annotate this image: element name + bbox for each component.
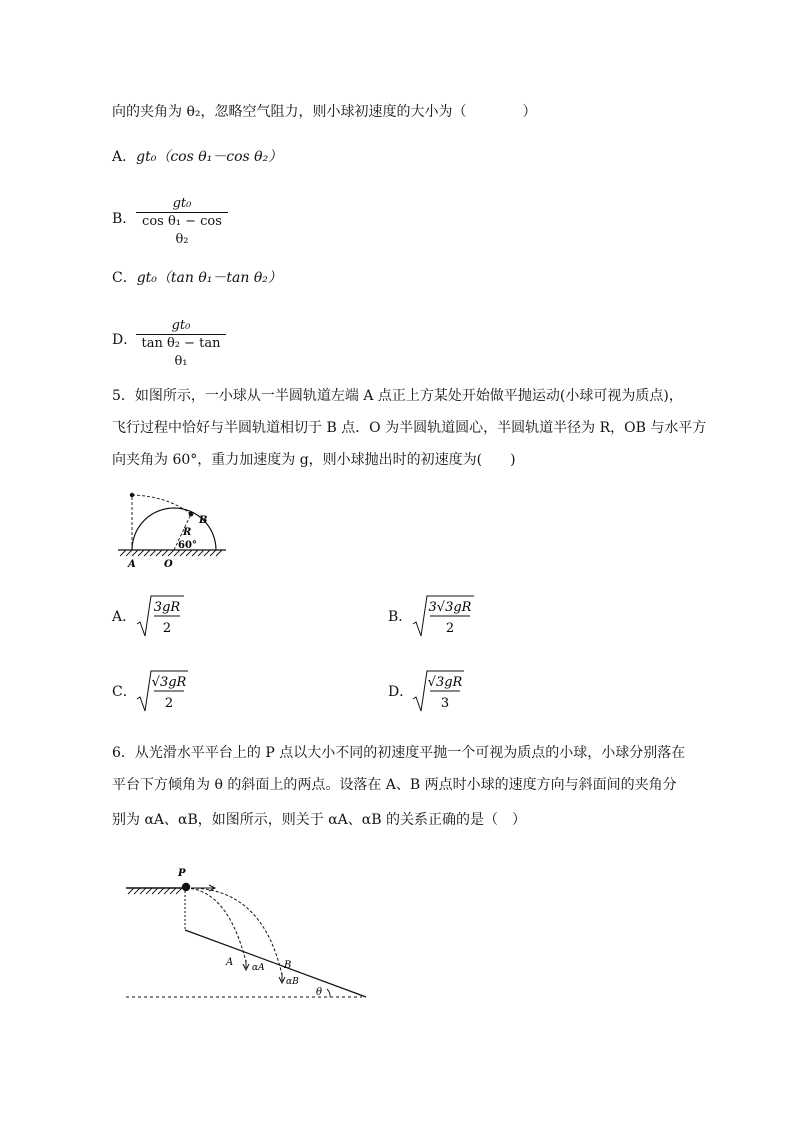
q5-c-den: 2 <box>164 696 174 711</box>
label-p: P <box>178 868 186 879</box>
q5-line-2: 飞行过程中恰好与半圆轨道相切于 B 点．O 为半圆轨道圆心，半圆轨道半径为 R，OB 与水平方 <box>112 420 707 436</box>
q5-semicircle-figure <box>112 486 232 570</box>
q5-d-num: √3gR <box>427 675 463 690</box>
q4-tail-line: 向的夹角为 θ₂，忽略空气阻力，则小球初速度的大小为（ ） <box>112 104 537 120</box>
q5-option-c-radical <box>136 669 190 713</box>
label-alpha-b: αB <box>286 977 299 987</box>
q5-option-a-label: A． <box>112 609 137 625</box>
q5-a-num: 3gR <box>153 600 181 615</box>
label-theta: θ <box>316 987 323 998</box>
q5-b-den: 2 <box>445 621 455 636</box>
q6-line-3: 别为 αA、αB，如图所示，则关于 αA、αB 的关系正确的是（ ） <box>112 812 526 828</box>
q4-option-b-label: B． <box>112 211 137 227</box>
q5-line-3: 向夹角为 60°，重力加速度为 g，则小球抛出时的初速度为( ) <box>112 452 516 468</box>
q6-slope-figure <box>120 864 380 1004</box>
q5-b-num: 3√3gR <box>428 600 472 615</box>
q5-option-b-label: B． <box>388 609 413 625</box>
q5-option-d-label: D． <box>388 684 414 700</box>
trajectory-dashed <box>132 495 191 514</box>
q6-line-1: 6．从光滑水平平台上的 P 点以大小不同的初速度平抛一个可视为质点的小球，小球分别落在 <box>112 745 686 761</box>
theta-arc <box>327 989 330 997</box>
q5-d-den: 3 <box>440 696 450 711</box>
q5-option-b-radical <box>412 594 476 638</box>
q6-line-2: 平台下方倾角为 θ 的斜面上的两点。设落在 A、B 两点时小球的速度方向与斜面间的夹角分 <box>112 777 677 793</box>
q5-option-a-radical <box>136 594 186 638</box>
label-b: B <box>284 960 292 971</box>
platform-hatching <box>128 888 182 894</box>
q5-option-d-radical <box>412 669 466 713</box>
ball-p <box>182 883 190 891</box>
ground-hatching <box>120 550 222 556</box>
ball-start <box>130 493 134 497</box>
label-alpha-a: αA <box>252 963 265 973</box>
label-60: 60° <box>178 540 197 551</box>
q4-option-d-fraction: gt₀ tan θ₂ − tan θ₁ <box>136 318 226 371</box>
label-o: O <box>164 559 173 570</box>
label-r: R <box>183 527 192 538</box>
q4-option-a: A．gt₀（cos θ₁－cos θ₂） <box>112 149 283 165</box>
q4-option-b-fraction: gt₀ cos θ₁ − cos θ₂ <box>136 196 228 249</box>
label-a: A <box>128 559 136 570</box>
q4-option-d-label: D． <box>112 332 138 348</box>
incline-line <box>185 930 366 997</box>
point-b <box>189 512 194 517</box>
trajectory-a <box>186 888 246 962</box>
q5-a-den: 2 <box>162 621 172 636</box>
q5-line-1: 5．如图所示，一小球从一半圆轨道左端 A 点正上方某处开始做平抛运动(小球可视为质点)， <box>112 388 683 404</box>
q5-c-num: √3gR <box>151 675 187 690</box>
q4-option-c: C．gt₀（tan θ₁－tan θ₂） <box>112 270 282 286</box>
q5-option-c-label: C． <box>112 684 137 700</box>
label-a: A <box>226 957 234 968</box>
label-b: B <box>199 515 208 526</box>
trajectory-b <box>186 888 282 975</box>
